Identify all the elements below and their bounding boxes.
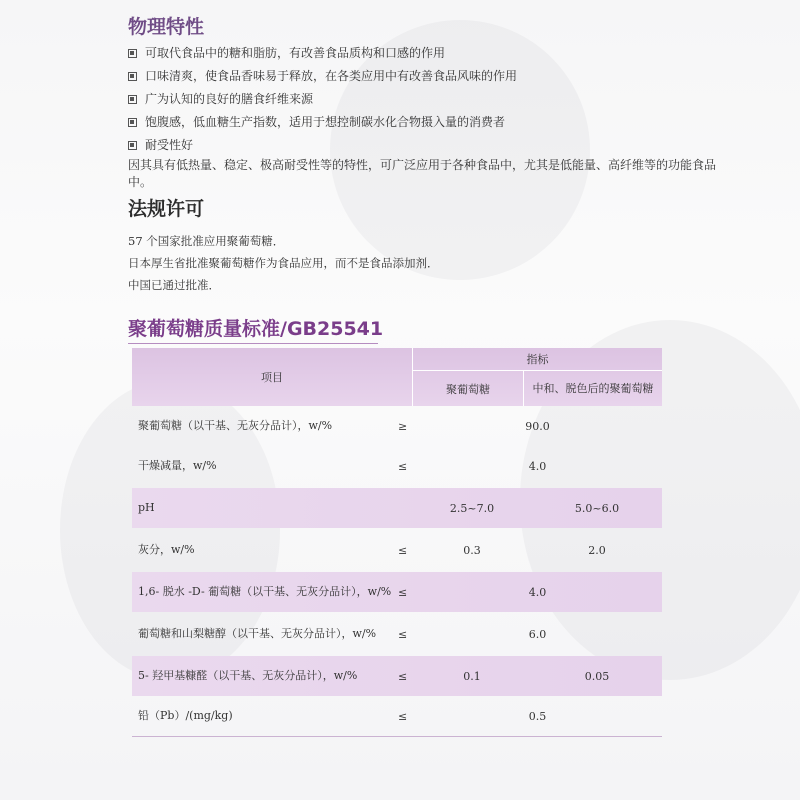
bullet-text: 口味清爽，使食品香味易于释放，在各类应用中有改善食品风味的作用 [145,69,518,83]
bullet-text: 饱腹感，低血糖生产指数，适用于想控制碳水化合物摄入量的消费者 [145,115,506,129]
list-item [128,111,517,134]
row-operator: ≥ [398,419,408,433]
row-operator: ≤ [398,669,408,683]
header-item: 项目 [261,371,283,384]
row-value-neutralized: 2.0 [588,543,606,557]
row-name: pH [138,501,155,514]
row-value-polydextrose: 2.5~7.0 [449,501,495,515]
table-bottom-rule [132,736,662,737]
table-header [132,348,662,406]
standard-title: 聚葡萄糖质量标准/GB25541 [128,318,384,340]
row-value: 0.5 [528,709,547,723]
row-value: 6.0 [528,627,547,641]
row-name: 1,6- 脱水 -D- 葡萄糖（以干基、无灰分品计），w/% [138,585,392,598]
row-value: 4.0 [528,459,547,473]
row-name: 灰分，w/% [138,543,195,556]
list-item [128,42,517,65]
row-operator: ≤ [398,585,408,599]
bullet-text: 可取代食品中的糖和脂肪，有改善食品质构和口感的作用 [145,46,446,60]
header-col-neutralized: 中和、脱色后的聚葡萄糖 [532,382,654,395]
physical-summary: 因其具有低热量、稳定、极高耐受性等的特性，可广泛应用于各种食品中，尤其是低能量、高纤维等的功能食品中。 [128,158,717,189]
row-name: 葡萄糖和山梨糖醇（以干基、无灰分品计），w/% [138,627,377,640]
row-name: 铅（Pb）/(mg/kg) [138,709,233,722]
bullet-icon [128,95,137,104]
bullet-icon [128,118,137,127]
regulation-line: 中国已通过批准． [128,278,220,292]
row-name: 聚葡萄糖（以干基、无灰分品计），w/% [138,419,333,432]
bullet-icon [128,72,137,81]
header-spec: 指标 [526,353,549,366]
row-value: 4.0 [528,585,547,599]
row-name: 5- 羟甲基糠醛（以干基、无灰分品计），w/% [138,669,358,682]
bullet-icon [128,141,137,150]
physical-bullet-list [128,42,517,157]
row-operator: ≤ [398,543,408,557]
row-value-neutralized: 5.0~6.0 [574,501,620,515]
table-row [132,614,662,654]
title-underline [128,343,378,344]
list-item [128,134,517,157]
table-row [132,572,662,612]
row-operator: ≤ [398,459,408,473]
row-name: 干燥减量，w/% [138,459,217,472]
row-operator: ≤ [398,627,408,641]
regulation-line: 日本厚生省批准聚葡萄糖作为食品应用，而不是食品添加剂． [128,256,439,270]
header-col-polydextrose: 聚葡萄糖 [446,382,490,396]
table-row [132,406,662,446]
bullet-text: 耐受性好 [145,138,194,152]
regulation-list [128,230,439,296]
row-value: 90.0 [525,419,550,433]
row-operator [398,488,414,528]
row-value-polydextrose: 0.3 [463,543,481,557]
list-item [128,65,517,88]
table-row [132,446,662,486]
physical-title: 物理特性 [128,16,205,38]
row-value-polydextrose: 0.1 [463,669,481,683]
regulation-title: 法规许可 [128,198,205,220]
table-row [132,656,662,696]
bullet-icon [128,49,137,58]
row-value-neutralized: 0.05 [584,669,610,683]
list-item [128,88,517,111]
table-row [132,530,662,570]
row-operator: ≤ [398,709,408,723]
table-row [132,488,662,528]
table-row [132,696,662,736]
bullet-text: 广为认知的良好的膳食纤维来源 [145,92,314,106]
regulation-line: 57 个国家批准应用聚葡萄糖． [128,234,285,248]
